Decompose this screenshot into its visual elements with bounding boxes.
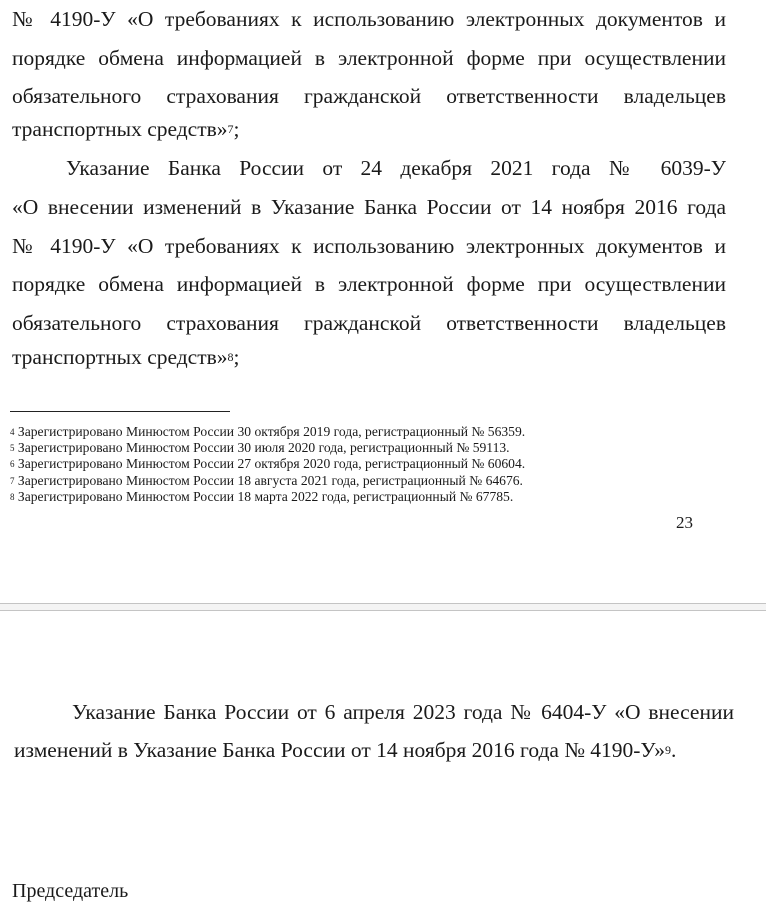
text-line: обязательного страхования гражданской ответственности владельцев: [12, 311, 726, 335]
footnote-ref[interactable]: 9: [665, 743, 671, 757]
footnote-item: $^8$ Зарегистрировано Минюстом России 18 марта 2022 года, регистрационный № 67785.: [10, 489, 514, 504]
footnote-ref[interactable]: 7: [227, 122, 234, 136]
footnote-ref[interactable]: 8: [227, 350, 234, 364]
footnote-item: $^5$ Зарегистрировано Минюстом России 30 июля 2020 года, регистрационный № 59113.: [10, 440, 510, 455]
footnote-separator: [10, 411, 230, 412]
signature-title: Председатель: [12, 880, 129, 902]
text-line: порядке обмена информацией в электронной форме при осуществлении: [12, 272, 726, 296]
text-line-last: транспортных средств»$^8$;: [12, 345, 240, 369]
text-line-last: изменений в Указание Банка России от 14 ноября 2016 года № 4190-У»$^9$.: [14, 738, 677, 762]
text-line-last: транспортных средств»$^7$;: [12, 117, 240, 141]
text-line: Указание Банка России от 24 декабря 2021 года № 6039-У: [66, 156, 726, 180]
text-line: обязательного страхования гражданской ответственности владельцев: [12, 84, 726, 108]
text-line: «О внесении изменений в Указание Банка России от 14 ноября 2016 года: [12, 195, 726, 219]
text-line: порядке обмена информацией в электронной форме при осуществлении: [12, 46, 726, 70]
text-line: № 4190-У «О требованиях к использованию электронных документов и: [12, 234, 726, 258]
text-line: № 4190-У «О требованиях к использованию электронных документов и: [12, 7, 726, 31]
footnote-item: $^7$ Зарегистрировано Минюстом России 18 августа 2021 года, регистрационный № 64676.: [10, 473, 523, 488]
page-number: 23: [676, 513, 693, 532]
footnote-item: $^6$ Зарегистрировано Минюстом России 27 октября 2020 года, регистрационный № 60604.: [10, 456, 526, 471]
text-line: Указание Банка России от 6 апреля 2023 года № 6404-У «О внесении: [72, 700, 734, 724]
footnote-item: $^4$ Зарегистрировано Минюстом России 30 октября 2019 года, регистрационный № 56359.: [10, 424, 526, 439]
page-separator: [0, 603, 766, 611]
